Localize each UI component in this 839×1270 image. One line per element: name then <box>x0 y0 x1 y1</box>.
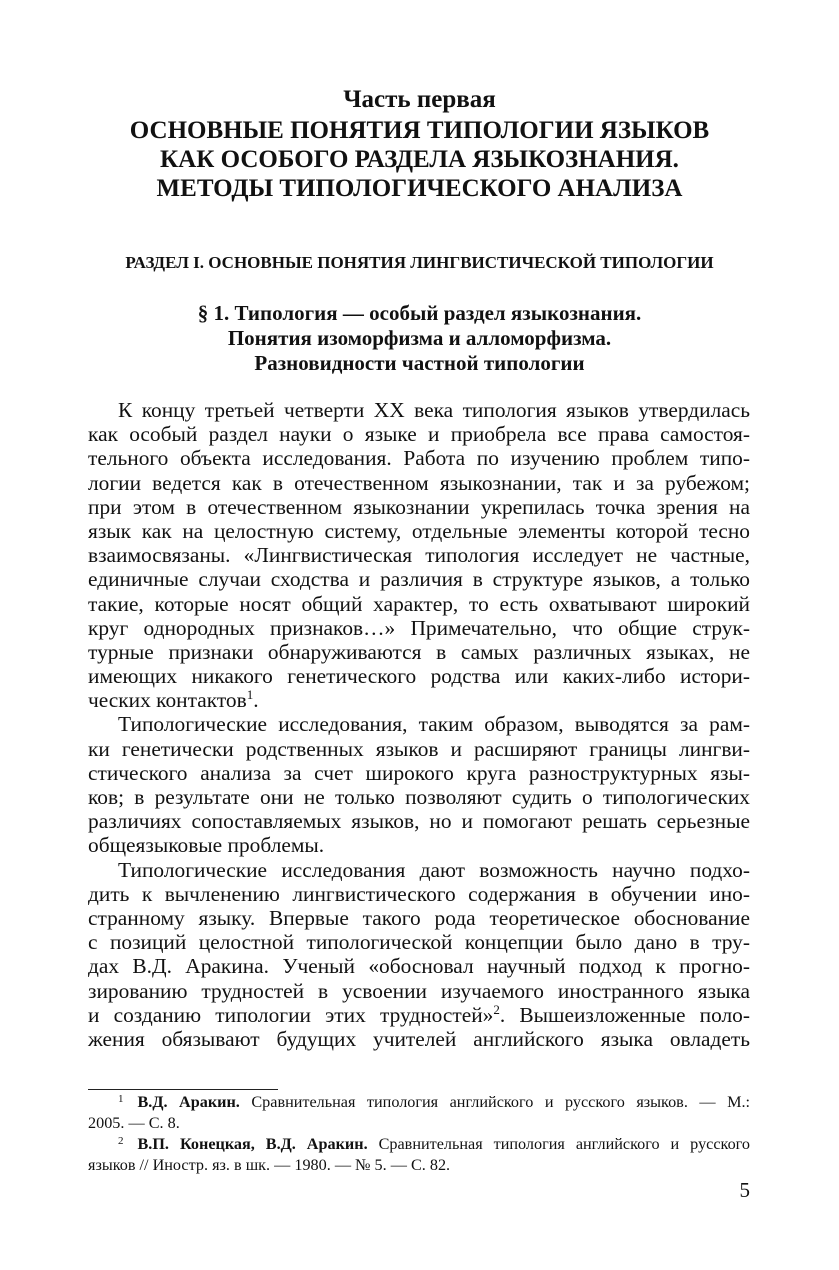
text-line-content: и созданию типологии этих трудностей» <box>88 1002 494 1027</box>
footnote-author: В.П. Конецкая, В.Д. Аракин. <box>137 1135 368 1153</box>
paragraph-heading <box>0 301 839 376</box>
page-number: 5 <box>739 1178 750 1202</box>
footnote-line: языков // Иностр. яз. в шк. — 1980. — № 5. — С. 82. <box>88 1156 451 1174</box>
footnote-number: 2 <box>118 1135 124 1147</box>
footnote-ref: 2 <box>493 1001 500 1017</box>
text-line: имеющих никакого генетического родства или каких-либо истори- <box>88 664 750 689</box>
text-line: тельного объекта исследования. Работа по изучению проблем типо- <box>88 446 750 471</box>
text-line: зированию трудностей в усвоении изучаемого иностранного языка <box>88 978 750 1003</box>
part-title-line: ОСНОВНЫЕ ПОНЯТИЯ ТИПОЛОГИИ ЯЗЫКОВ <box>129 117 710 144</box>
part-title-line: КАК ОСОБОГО РАЗДЕЛА ЯЗЫКОЗНАНИЯ. <box>160 146 679 173</box>
footnote-author: В.Д. Аракин. <box>137 1093 240 1111</box>
text-line: при этом в отечественном языкознании укрепилась точка зрения на <box>88 494 750 519</box>
text-line-content: ческих контактов <box>88 688 247 713</box>
text-line: дить к вычленению лингвистического содержания в обучении ино- <box>88 881 750 906</box>
text-line: стического анализа за счет широкого круга разноструктурных язы- <box>88 760 750 785</box>
text-line: язык как на целостную систему, отдельные элементы которой тесно <box>88 518 750 543</box>
text-line: единичные случаи сходства и различия в структуре языков, а только <box>88 567 750 592</box>
text-line: логии ведется как в отечественном языкознании, так и за рубежом; <box>88 470 750 495</box>
footnote-divider <box>88 1089 278 1090</box>
part-title <box>0 116 839 203</box>
text-line: общеязыковые проблемы. <box>88 833 325 858</box>
text-line: взаимосвязаны. «Лингвистическая типология исследует не частные, <box>88 543 750 568</box>
text-line: К концу третьей четверти XX века типология языков утвердилась <box>118 398 750 422</box>
footnote <box>88 1092 750 1134</box>
footnote-line <box>88 1134 750 1155</box>
paragraph-heading-line: Понятия изоморфизма и алломорфизма. <box>227 326 612 350</box>
text-line: дах В.Д. Аракина. Ученый «обосновал научный подход к прогно- <box>88 954 750 979</box>
text-line: турные признаки обнаруживаются в самых различных языках, не <box>88 639 750 664</box>
footnote-line: 2005. — С. 8. <box>88 1114 180 1132</box>
footnote-number: 1 <box>118 1093 124 1105</box>
section-heading: РАЗДЕЛ I. ОСНОВНЫЕ ПОНЯТИЯ ЛИНГВИСТИЧЕСКОЙ ТИПОЛОГИИ <box>125 253 714 272</box>
text-line-tail: . Вышеизложенные поло- <box>499 1002 750 1027</box>
text-line: такие, которые носят общий характер, то есть охватывают широкий <box>88 591 750 616</box>
paragraph-heading-line: § 1. Типология — особый раздел языкознания. <box>197 301 642 325</box>
text-line: ков; в результате они не только позволяют судить о типологических <box>88 785 750 809</box>
footnote-text: Сравнительная типология английского и русского языков. — М.: <box>239 1093 751 1111</box>
part-title-line: МЕТОДЫ ТИПОЛОГИЧЕСКОГО АНАЛИЗА <box>156 175 683 202</box>
text-line: как особый раздел науки о языке и приобрела все права самостоя- <box>88 422 750 447</box>
footnote-line <box>88 1092 750 1113</box>
text-line: различиях сопоставляемых языков, но и помогают решать серьезные <box>88 809 750 834</box>
footnote-ref: 1 <box>246 687 254 703</box>
footnote <box>88 1134 750 1176</box>
text-line <box>88 1003 750 1027</box>
text-line: жения обязывают будущих учителей английского языка овладеть <box>88 1026 750 1051</box>
body-text <box>88 398 750 1051</box>
text-line <box>88 688 750 712</box>
text-line: странному языку. Впервые такого рода теоретическое обоснование <box>88 905 750 930</box>
text-line: ки генетически родственных языков и расширяют границы лингви- <box>88 736 750 761</box>
text-line: Типологические исследования дают возможность научно подхо- <box>118 857 750 882</box>
text-line: круг однородных признаков…» Примечательно, что общие струк- <box>88 615 750 640</box>
part-label: Часть первая <box>343 86 496 113</box>
text-line: с позиций целостной типологической концепции было дано в тру- <box>88 930 750 955</box>
footnotes <box>88 1092 750 1176</box>
footnote-text: Сравнительная типология английского и русского <box>367 1135 750 1153</box>
text-line: Типологические исследования, таким образом, выводятся за рам- <box>118 712 750 737</box>
text-line-end: . <box>253 688 259 713</box>
paragraph-heading-line: Разновидности частной типологии <box>254 351 585 375</box>
